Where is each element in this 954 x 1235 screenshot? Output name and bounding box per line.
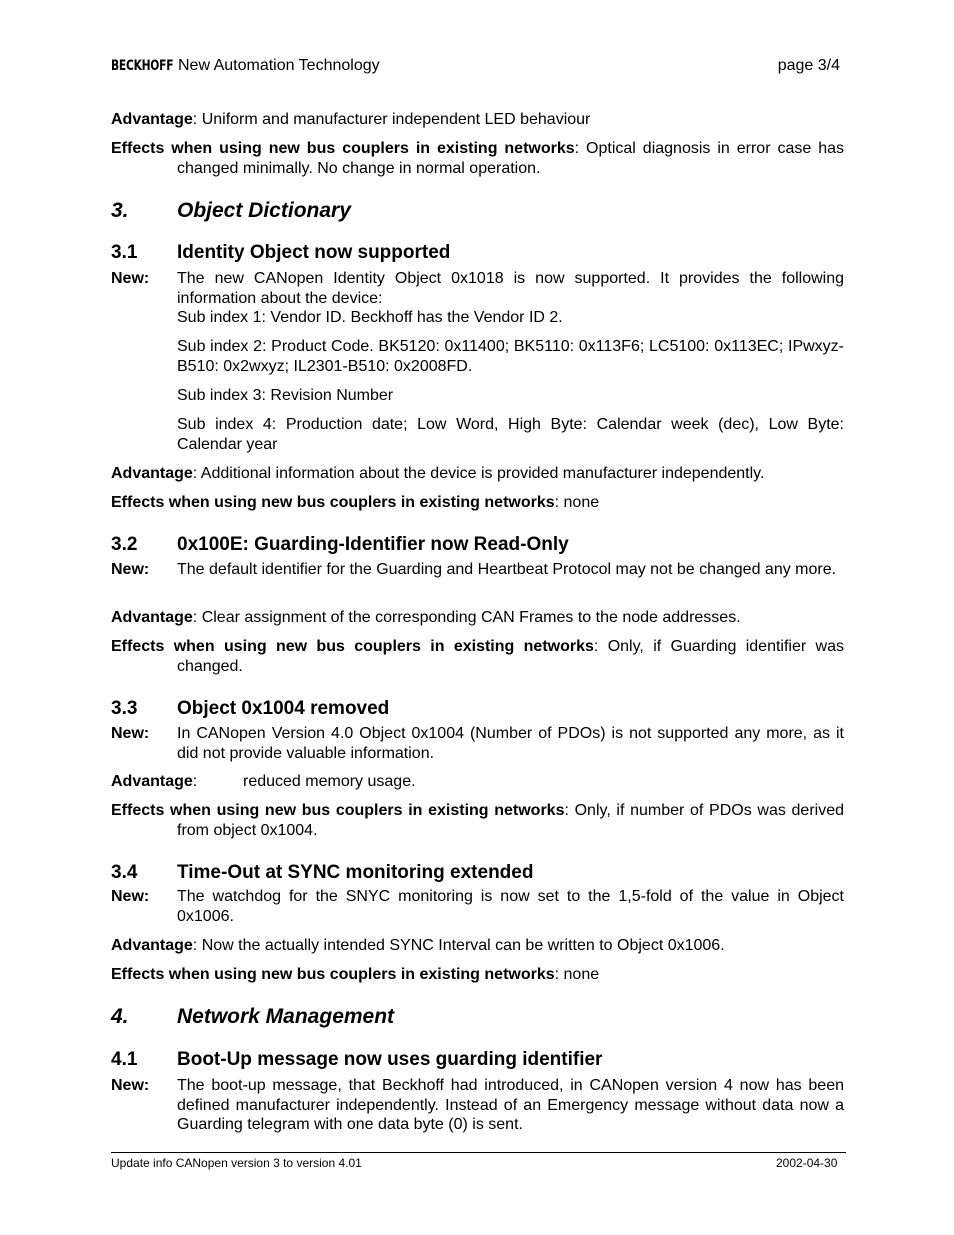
- section-3-number: 3.: [111, 199, 129, 222]
- new-label: New:: [111, 888, 150, 905]
- page-header: [111, 56, 844, 76]
- new-label: New:: [111, 1077, 150, 1094]
- footer-divider: [111, 1152, 846, 1153]
- brand-logo: BECKHOFF: [111, 58, 174, 74]
- section-3-2-title: 0x100E: Guarding-Identifier now Read-Only: [177, 534, 569, 555]
- sub-index-2: Sub index 2: Product Code. BK5120: 0x11400; BK5110: 0x113F6; LC5100: 0x113EC; IPwxyz-B510: 0x2wxyz; IL2301-B510: 0x2008FD.: [177, 338, 844, 375]
- new-text: The watchdog for the SNYC monitoring is now set to the 1,5-fold of the value in Object 0x1006.: [177, 888, 844, 925]
- footer-date: 2002-04-30: [776, 1156, 838, 1170]
- intro-effects: [111, 139, 844, 178]
- footer-title: Update info CANopen version 3 to version 4.01: [111, 1156, 362, 1170]
- section-3-1-number: 3.1: [111, 242, 138, 263]
- section-3-title: Object Dictionary: [177, 199, 351, 222]
- section-3-4-number: 3.4: [111, 862, 138, 883]
- advantage-label: Advantage: [111, 111, 193, 128]
- effects-line: Effects when using new bus couplers in existing networks: none: [111, 966, 600, 983]
- new-text: The new CANopen Identity Object 0x1018 is now supported. It provides the following information about the device: Sub index 1: Vendor ID. Beckhoff has the Vendor ID 2.: [177, 270, 844, 326]
- sub-index-1: Sub index 1: Vendor ID. Beckhoff has the Vendor ID 2.: [177, 309, 563, 326]
- new-text: In CANopen Version 4.0 Object 0x1004 (Number of PDOs) is not supported any more, as it did not provide valuable information.: [177, 725, 844, 762]
- sub-index-3: Sub index 3: Revision Number: [177, 387, 394, 404]
- new-label: New:: [111, 725, 150, 742]
- section-3-1-title: Identity Object now supported: [177, 242, 451, 263]
- advantage-text: reduced memory usage.: [243, 773, 416, 790]
- section-4-number: 4.: [111, 1005, 129, 1028]
- section-3-4-title: Time-Out at SYNC monitoring extended: [177, 862, 534, 883]
- new-label: New:: [111, 270, 150, 287]
- section-3-2-number: 3.2: [111, 534, 138, 555]
- advantage-line: Advantage: Now the actually intended SYNC Interval can be written to Object 0x1006.: [111, 937, 725, 954]
- sub-index-4: Sub index 4: Production date; Low Word, High Byte: Calendar week (dec), Low Byte: Calendar year: [177, 416, 844, 453]
- section-3-3-title: Object 0x1004 removed: [177, 698, 390, 719]
- effects-line: Effects when using new bus couplers in existing networks: none: [111, 494, 600, 511]
- intro-advantage: [111, 110, 844, 130]
- section-4-title: Network Management: [177, 1005, 395, 1028]
- effects-text: : Optical diagnosis in error case has changed minimally. No change in normal operation.: [177, 140, 845, 177]
- advantage-line: Advantage: Clear assignment of the corresponding CAN Frames to the node addresses.: [111, 609, 741, 626]
- new-text: The default identifier for the Guarding and Heartbeat Protocol may not be changed any more.: [177, 561, 837, 578]
- page-number: page 3/4: [777, 57, 840, 74]
- new-label: New:: [111, 561, 150, 578]
- section-3-3-number: 3.3: [111, 698, 138, 719]
- advantage-line: Advantage: reduced memory usage.: [111, 773, 416, 790]
- new-text: The boot-up message, that Beckhoff had introduced, in CANopen version 4 now has been defined manufacturer independently. Instead of an Emergency message without data now a Guarding telegram with one data byte (0) is sent.: [177, 1077, 844, 1133]
- effects-line: Effects when using new bus couplers in existing networks: Only, if number of PDOs was derived from object 0x1004.: [111, 802, 845, 839]
- section-4-1-number: 4.1: [111, 1049, 138, 1070]
- brand-tagline: New Automation Technology: [178, 57, 380, 74]
- advantage-line: Advantage: Additional information about the device is provided manufacturer independently.: [111, 465, 765, 482]
- advantage-text: : Uniform and manufacturer independent LED behaviour: [192, 111, 591, 128]
- section-4-1-title: Boot-Up message now uses guarding identifier: [177, 1049, 603, 1070]
- effects-line: Effects when using new bus couplers in existing networks: Only, if Guarding identifier was changed.: [111, 638, 844, 675]
- effects-label: Effects when using new bus couplers in existing networks: [111, 140, 575, 157]
